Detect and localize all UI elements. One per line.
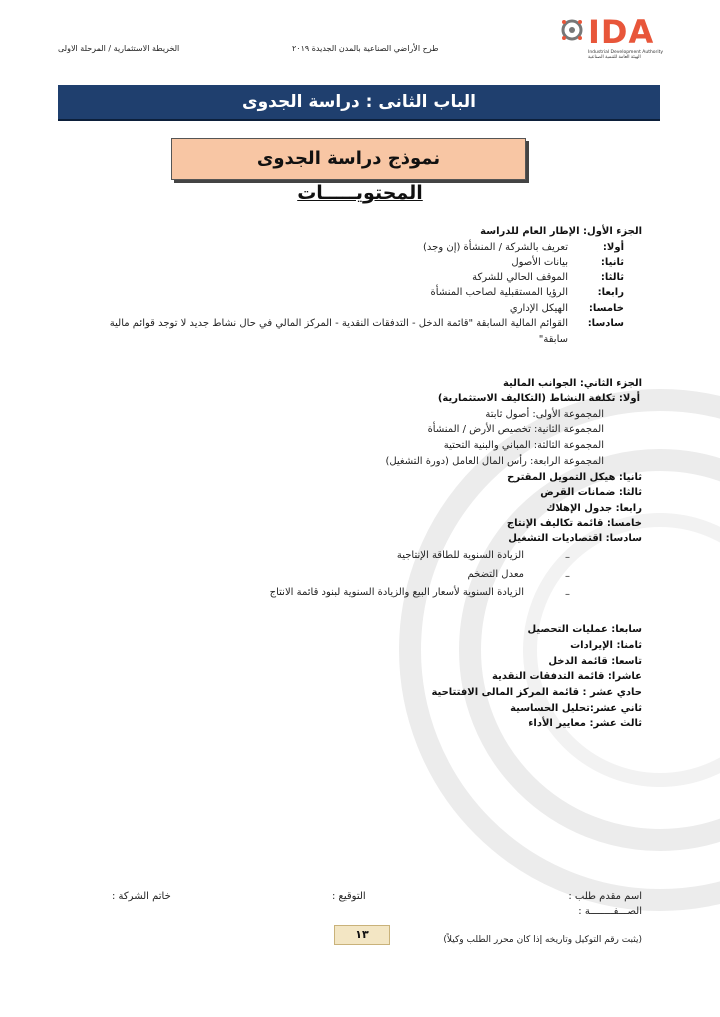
dash-item: الزيادة السنوية للطاقة الإنتاجية: [396, 550, 524, 561]
part2-item: سادسا: اقتصاديات التشغيل: [508, 533, 642, 544]
part2-item: رابعا: جدول الإهلاك: [546, 503, 642, 514]
logo-subtitle-en: Industrial Development Authority: [588, 50, 664, 55]
model-title: نموذج دراسة الجدوى: [171, 138, 526, 180]
part1-item-label: ثانيا:: [600, 257, 624, 268]
part2-item: تاسعا: قائمة الدخل: [548, 656, 642, 667]
part2-item: ثانيا: هيكل التمويل المقترح: [507, 472, 642, 483]
dash-bullet: –: [565, 552, 570, 563]
part1-title: الجزء الأول: الإطار العام للدراسة: [480, 226, 642, 237]
part1-item-label: رابعا:: [597, 287, 624, 298]
part2-item: ثامنا: الإيرادات: [570, 640, 642, 651]
dash-bullet: –: [565, 571, 570, 582]
group-item: المجموعة الرابعة: رأس المال العامل (دورة التشغيل): [385, 456, 604, 467]
page-number: ١٣: [334, 925, 390, 945]
capacity-label: الصـــفــــــــة :: [578, 906, 642, 917]
logo-mark: IDA: [588, 13, 655, 51]
part1-item-text: بيانات الأصول: [511, 257, 568, 268]
part1-item-text: تعريف بالشركة / المنشأة (إن وجد): [423, 242, 568, 253]
group-item: المجموعة الثانية: تخصيص الأرض / المنشأة: [427, 424, 604, 435]
dash-bullet: –: [565, 589, 570, 600]
part2-title: الجزء الثاني: الجوانب المالية: [502, 378, 642, 389]
dash-item: معدل التضخم: [467, 569, 524, 580]
part1-item-text: الهيكل الإداري: [509, 303, 568, 314]
part2-item: ثالث عشر: معايير الأداء: [528, 718, 642, 729]
chapter-title: الباب الثانى : دراسة الجدوى: [58, 85, 660, 119]
part1-item-label: سادسا:: [587, 318, 624, 329]
part1-item-text: الموقف الحالي للشركة: [472, 272, 568, 283]
group-item: المجموعة الثالثة: المباني والبنية التحتية: [443, 440, 604, 451]
part1-item-text: الرؤيا المستقبلية لصاحب المنشأة: [430, 287, 568, 298]
part1-item-text: القوائم المالية السابقة "قائمة الدخل - التدفقات النقدية - المركز المالي في حال نشاط جديد لا توجد قوائم مالية سابقة": [109, 318, 568, 345]
part2-item: ثاني عشر:تحليل الحساسية: [510, 703, 642, 714]
group-item: المجموعة الأولى: أصول ثابتة: [485, 409, 604, 420]
part2-item: خامسا: قائمة تكاليف الإنتاج: [506, 518, 642, 529]
part2-item: حادي عشر : قائمة المركز المالى الافتتاحية: [431, 687, 642, 698]
header-center-text: طرح الأراضي الصناعية بالمدن الجديدة ٢٠١٩: [292, 44, 439, 53]
signature-label: التوقيع :: [332, 891, 366, 902]
part2-item: ثالثا: ضمانات القرض: [540, 487, 642, 498]
part1-item-label: ثالثا:: [600, 272, 624, 283]
part1-item-label: أولا:: [602, 242, 624, 253]
dash-item: الزيادة السنوية لأسعار البيع والزيادة السنوية لبنود قائمة الانتاج: [269, 587, 524, 598]
part2-first-item: أولا: تكلفة النشاط (التكاليف الاستثمارية): [437, 393, 640, 404]
part2-item: عاشرا: قائمة التدفقات النقدية: [492, 671, 642, 682]
applicant-name-label: اسم مقدم طلب :: [568, 891, 642, 902]
logo-subtitle-ar: الهيئة العامة للتنمية الصناعية: [588, 55, 641, 60]
part1-item-label: خامسا:: [588, 303, 624, 314]
contents-title: المحتويـــــات: [297, 182, 423, 204]
proxy-note: (يثبت رقم التوكيل وتاريخه إذا كان محرر الطلب وكيلاً): [443, 935, 642, 945]
company-stamp-label: خاتم الشركة :: [112, 891, 171, 902]
part2-item: سابعا: عمليات التحصيل: [527, 624, 642, 635]
header-left-text: الخريطة الاستثمارية / المرحلة الاولى: [58, 44, 180, 53]
